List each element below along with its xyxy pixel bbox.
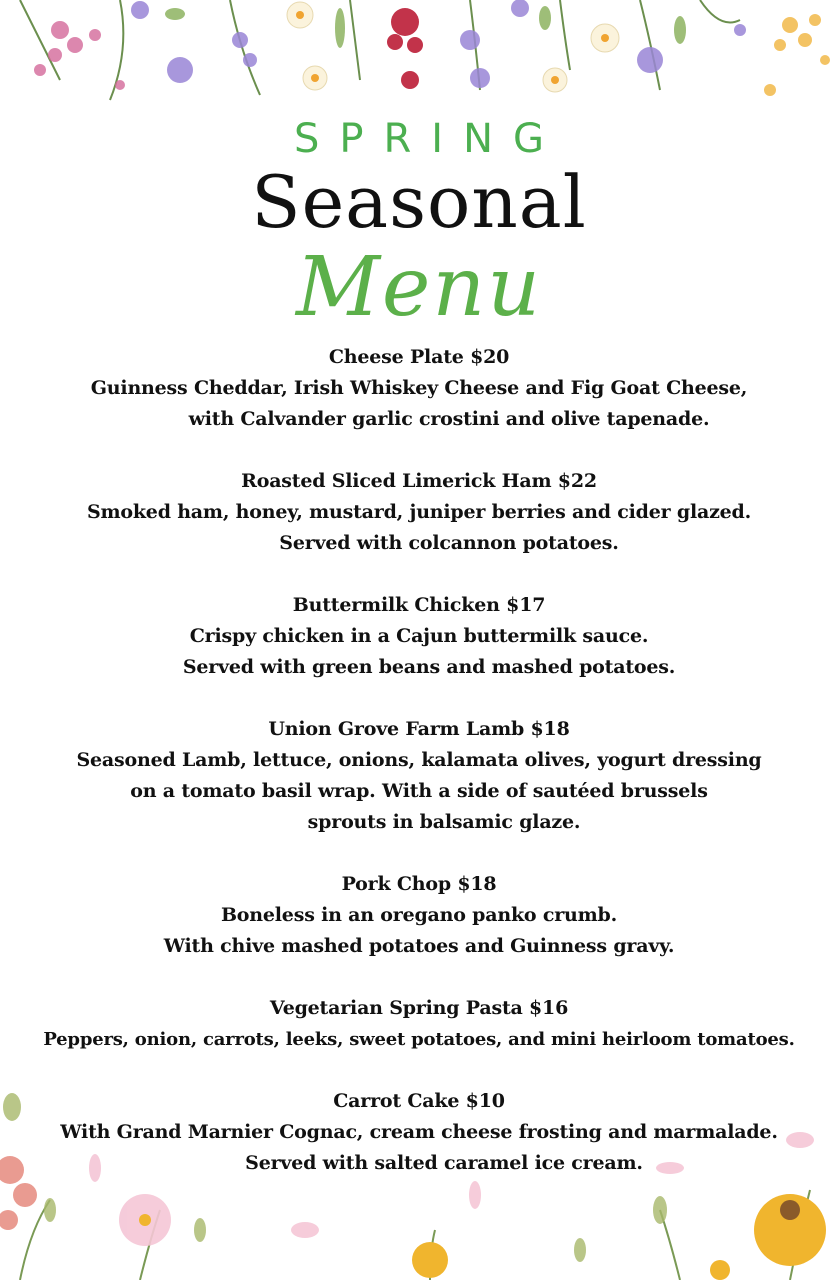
item-description-line: Crispy chicken in a Cajun buttermilk sauce.	[189, 625, 649, 647]
item-name: Pork Chop $18	[341, 873, 497, 895]
menu-item-lamb	[0, 714, 838, 838]
item-description-line: Seasoned Lamb, lettuce, onions, kalamata olives, yogurt dressing	[76, 749, 762, 771]
item-description-line: Served with colcannon potatoes.	[279, 532, 619, 554]
floral-border-top	[0, 0, 838, 115]
title-menu: Menu	[295, 240, 543, 335]
menu-item-cheese-plate	[0, 342, 838, 435]
item-description-line: Smoked ham, honey, mustard, juniper berries and cider glazed.	[86, 501, 752, 523]
floral-border-bottom	[0, 1080, 838, 1280]
item-description-line: Guinness Cheddar, Irish Whiskey Cheese and Fig Goat Cheese,	[90, 377, 748, 399]
item-name: Carrot Cake $10	[333, 1090, 505, 1112]
title-spring: SPRING	[293, 116, 565, 162]
item-name: Union Grove Farm Lamb $18	[268, 718, 570, 740]
item-description-line: With Grand Marnier Cognac, cream cheese frosting and marmalade.	[60, 1121, 778, 1143]
item-name: Buttermilk Chicken $17	[292, 594, 546, 616]
item-name: Roasted Sliced Limerick Ham $22	[241, 470, 597, 492]
item-name: Cheese Plate $20	[328, 346, 510, 368]
item-description-line: Boneless in an oregano panko crumb.	[220, 904, 618, 926]
item-description-line: with Calvander garlic crostini and olive tapenade.	[188, 408, 710, 430]
title-seasonal: Seasonal	[251, 160, 587, 244]
menu-item-buttermilk-chicken	[0, 590, 838, 683]
item-description-line: Served with green beans and mashed potatoes.	[182, 656, 676, 678]
item-description-line: on a tomato basil wrap. With a side of sautéed brussels	[130, 780, 708, 802]
item-description-line: With chive mashed potatoes and Guinness gravy.	[163, 935, 675, 957]
item-description-line: Served with salted caramel ice cream.	[245, 1152, 643, 1174]
item-name: Vegetarian Spring Pasta $16	[269, 997, 569, 1019]
item-description-line: Peppers, onion, carrots, leeks, sweet potatoes, and mini heirloom tomatoes.	[43, 1029, 795, 1050]
menu-item-pork-chop	[0, 869, 838, 962]
item-description-line: sprouts in balsamic glaze.	[307, 811, 581, 833]
menu-item-spring-pasta	[0, 993, 838, 1055]
menu-item-limerick-ham	[0, 466, 838, 559]
